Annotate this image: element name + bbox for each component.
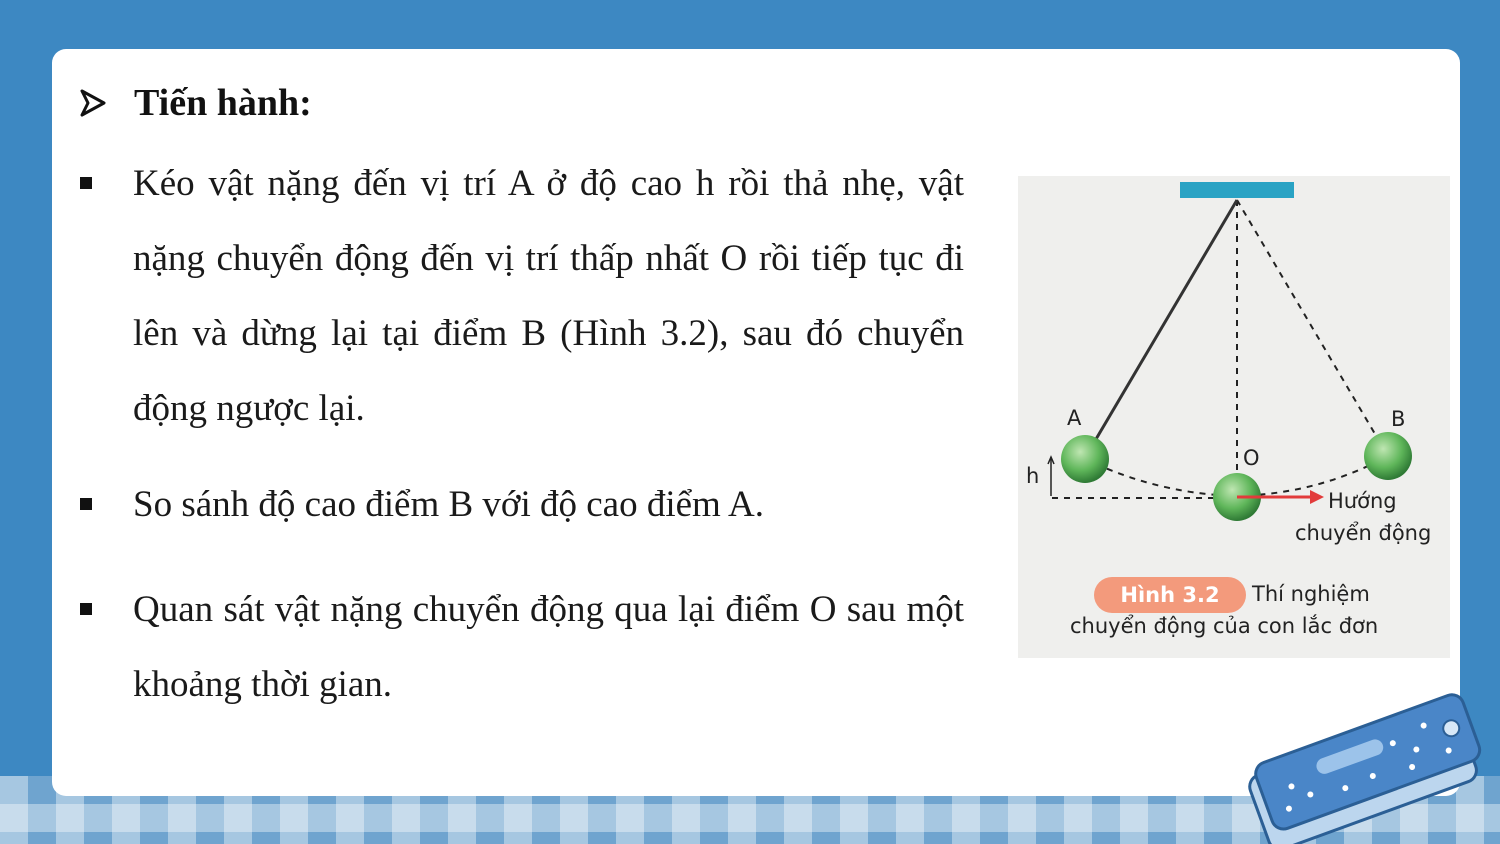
bullet-item-2 (80, 467, 964, 542)
eraser-icon (1220, 690, 1500, 844)
heading-title: Tiến hành: (134, 82, 312, 124)
label-o: O (1243, 446, 1260, 470)
pendulum-figure (1018, 176, 1450, 658)
pendulum-support (1180, 182, 1294, 198)
square-bullet-icon (80, 498, 92, 510)
figure-number-badge: Hình 3.2 (1094, 577, 1246, 613)
figure-caption-line2: chuyển động của con lắc đơn (1070, 614, 1379, 638)
direction-label-1: Hướng (1328, 489, 1397, 513)
direction-label-2: chuyển động (1295, 521, 1432, 545)
label-a: A (1067, 406, 1082, 430)
figure-caption-line1: Thí nghiệm (1252, 582, 1370, 606)
bob-a (1061, 435, 1109, 483)
square-bullet-icon (80, 177, 92, 189)
square-bullet-icon (80, 603, 92, 615)
bullet-item-3 (80, 572, 964, 722)
bullet-text: Quan sát vật nặng chuyển động qua lại điểm O sau một khoảng thời gian. (133, 589, 964, 705)
label-h: h (1026, 464, 1040, 488)
arrow-bullet-icon (80, 89, 106, 117)
label-b: B (1391, 407, 1406, 431)
bob-b (1364, 432, 1412, 480)
pendulum-string (1089, 200, 1237, 451)
section-heading (80, 78, 312, 128)
bullet-text: Kéo vật nặng đến vị trí A ở độ cao h rồi thả nhẹ, vật nặng chuyển động đến vị trí thấp nhất O rồi tiếp tục đi lên và dừng lại tại điểm B (Hình 3.2), sau đó chuyển động ngược lại. (133, 163, 964, 429)
string-dashed-b (1237, 200, 1388, 456)
bullet-text: So sánh độ cao điểm B với độ cao điểm A. (133, 484, 765, 525)
bullet-item-1 (80, 146, 964, 446)
